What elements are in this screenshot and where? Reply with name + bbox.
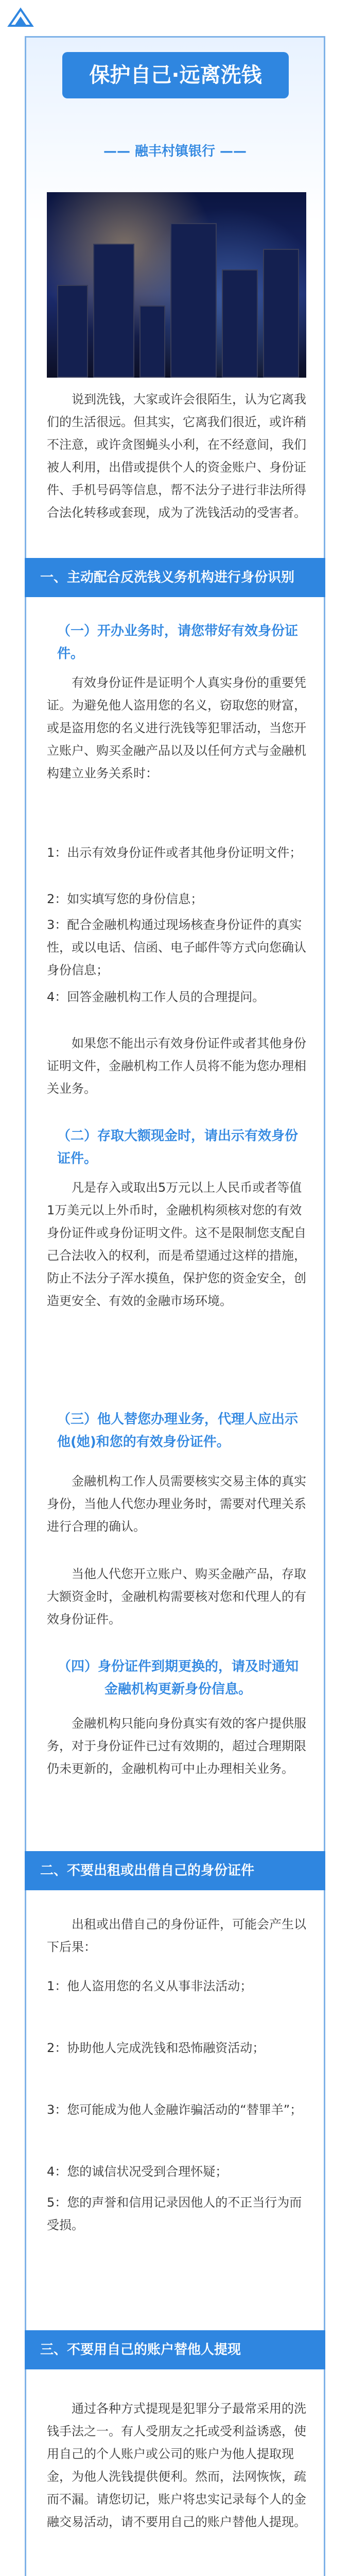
city-night-image [47, 192, 306, 378]
bank-subtitle: —— 融丰村镇银行 —— [103, 144, 247, 159]
section-3-heading: 三、不要用自己的账户替他人提现 [25, 2330, 325, 2369]
page-title: 保护自己·远离洗钱 [62, 52, 289, 98]
bank-logo-icon [6, 5, 35, 34]
section-2-item-2: 2：协助他人完成洗钱和恐怖融资活动； [47, 2041, 265, 2055]
section-1-sub-1-tail: 如果您不能出示有效身份证件或者其他身份证明文件，金融机构工作人员将不能为您办理相关业务。 [47, 1036, 306, 1096]
section-1-sub-3-text-2: 当他人代您开立账户、购买金融产品，存取大额资金时，金融机构需要核对您和代理人的有效身份证件。 [47, 1567, 306, 1626]
section-2-item-1: 1：他人盗用您的名义从事非法活动； [47, 1979, 253, 1993]
section-1-item-1: 1：出示有效身份证件或者其他身份证明文件； [47, 845, 302, 860]
section-1-sub-1: （一）开办业务时，请您带好有效身份证件。 [57, 623, 299, 662]
section-3-text: 通过各种方式提现是犯罪分子最常采用的洗钱手法之一。有人受朋友之托或受利益诱惑，使用自己的个人账户或公司的账户为他人提取现金，为他人洗钱提供便利。然而，法网恢恢，疏而不漏。请您切记，账户将忠实记录每个人的金融交易活动，请不要用自己的账户替他人提现。 [47, 2401, 306, 2529]
section-1-heading: 一、主动配合反洗钱义务机构进行身份识别 [25, 558, 325, 597]
section-1-sub-4-text: 金融机构只能向身份真实有效的客户提供服务，对于身份证件已过有效期的，超过合理期限仍未更新的，金融机构可中止办理相关业务。 [47, 1716, 306, 1776]
section-2-item-4: 4：您的诚信状况受到合理怀疑； [47, 2164, 228, 2179]
article-frame [25, 36, 325, 2576]
section-1-sub-2-text: 凡是存入或取出5万元以上人民币或者等值1万美元以上外币时，金融机构须核对您的有效身份证件或身份证明文件。这不是限制您支配自己合法收入的权利，而是希望通过这样的措施，防止不法分子浑水摸鱼，保护您的资金安全，创造更安全、有效的金融市场环境。 [47, 1180, 306, 1308]
section-1-item-4: 4：回答金融机构工作人员的合理提问。 [47, 990, 265, 1004]
section-1-sub-3: （三）他人替您办理业务，代理人应出示他(她)和您的有效身份证件。 [57, 1412, 299, 1450]
section-1-sub-2: （二）存取大额现金时，请出示有效身份证件。 [57, 1128, 299, 1166]
section-2-heading: 二、不要出租或出借自己的身份证件 [25, 1851, 325, 1890]
section-1-sub-4: （四）身份证件到期更换的，请及时通知金融机构更新身份信息。 [57, 1659, 299, 1697]
section-2-item-3: 3：您可能成为他人金融诈骗活动的“替罪羊”； [47, 2103, 303, 2117]
section-2-item-5: 5：您的声誉和信用记录因他人的不正当行为而受损。 [47, 2195, 302, 2232]
section-1-sub-1-text: 有效身份证件是证明个人真实身份的重要凭证。为避免他人盗用您的名义，窃取您的财富，或是盗用您的名义进行洗钱等犯罪活动，当您开立账户、购买金融产品以及以任何方式与金融机构建立业务关系时： [47, 675, 306, 781]
section-1-sub-3-text-1: 金融机构工作人员需要核实交易主体的真实身份，当他人代您办理业务时，需要对代理关系进行合理的确认。 [47, 1474, 306, 1534]
section-1-item-3: 3：配合金融机构通过现场核查身份证件的真实性，或以电话、信函、电子邮件等方式向您确认身份信息； [47, 918, 306, 977]
intro-paragraph: 说到洗钱，大家或许会很陌生，认为它离我们的生活很远。但其实，它离我们很近，或许稍不注意，或许贪图蝇头小利，在不经意间，我们被人利用，出借或提供个人的资金账户、身份证件、手机号码等信息，帮不法分子进行非法所得合法化转移或套现，成为了洗钱活动的受害者。 [47, 392, 306, 520]
section-2-intro: 出租或出借自己的身份证件，可能会产生以下后果： [47, 1917, 306, 1954]
section-1-item-2: 2：如实填写您的身份信息； [47, 892, 203, 906]
